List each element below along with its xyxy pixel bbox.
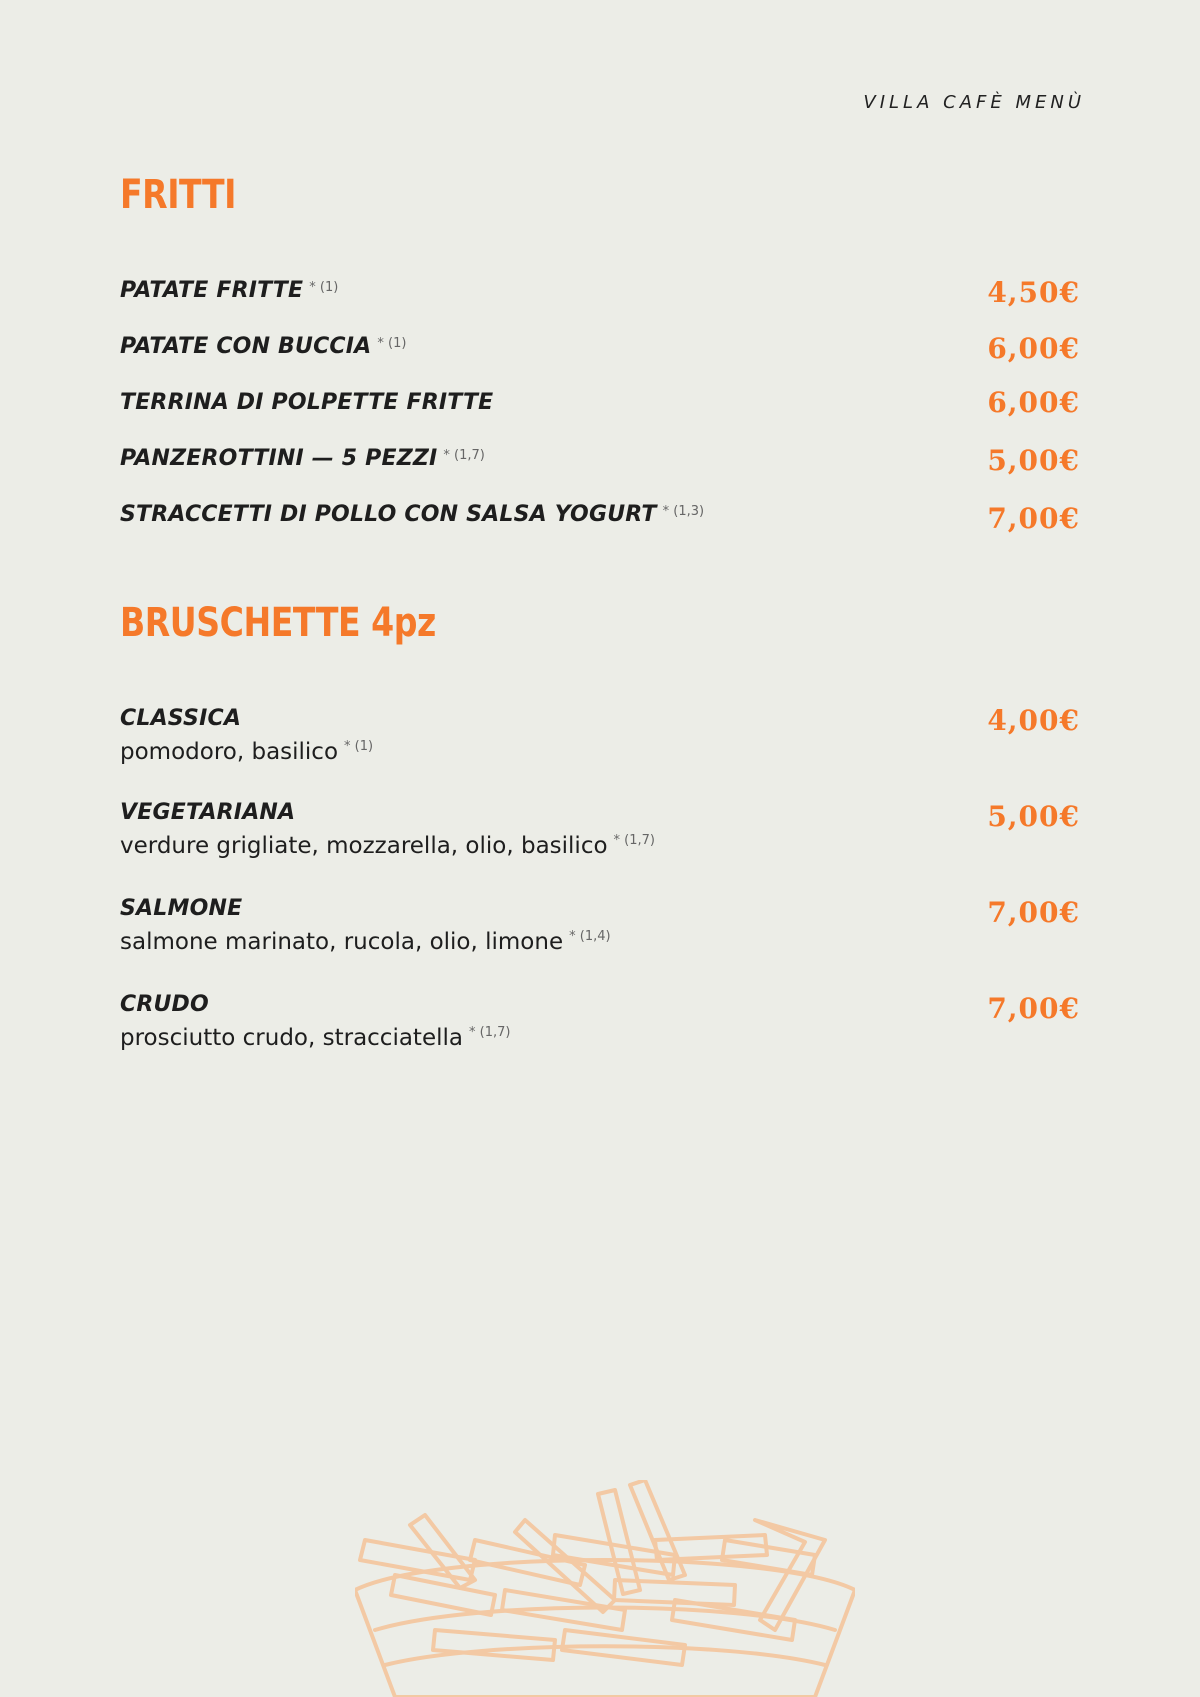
- menu-item: [120, 502, 1080, 535]
- item-price: 7,00€: [987, 896, 1080, 929]
- menu-brand-header: VILLA CAFÈ MENÙ: [863, 92, 1085, 113]
- menu-item: [120, 706, 1080, 765]
- allergen-note: * (1,7): [443, 447, 485, 463]
- item-price: 7,00€: [987, 992, 1080, 1025]
- allergen-note: * (1): [309, 279, 339, 295]
- menu-item: [120, 386, 1080, 419]
- item-description: salmone marinato, rucola, olio, limone $^{* (1,4)}$: [120, 929, 611, 955]
- item-description: verdure grigliate, mozzarella, olio, basilico $^{* (1,7)}$: [120, 833, 655, 859]
- allergen-note: * (1,3): [662, 503, 705, 519]
- item-price: 5,00€: [987, 444, 1080, 477]
- item-description: prosciutto crudo, stracciatella $^{* (1,7)}$: [120, 1025, 511, 1051]
- menu-item: [120, 896, 1080, 955]
- item-price: 5,00€: [987, 800, 1080, 833]
- item-name: VEGETARIANA: [120, 800, 296, 825]
- item-price: 4,00€: [987, 704, 1080, 737]
- fries-illustration-icon: [355, 1480, 855, 1697]
- allergen-note: * (1): [344, 739, 374, 755]
- allergen-note: * (1,4): [569, 929, 611, 945]
- item-price: 7,00€: [987, 502, 1080, 535]
- item-name: TERRINA DI POLPETTE FRITTE: [120, 390, 494, 415]
- allergen-note: * (1,7): [468, 1025, 511, 1041]
- menu-item: [120, 444, 1080, 477]
- item-name: CRUDO: [120, 992, 209, 1017]
- allergen-note: * (1,7): [613, 833, 655, 849]
- item-name: PANZEROTTINI — 5 PEZZI: [120, 446, 438, 471]
- item-price: 6,00€: [987, 386, 1080, 419]
- item-name: STRACCETTI DI POLLO CON SALSA YOGURT: [120, 502, 657, 527]
- section-title-bruschette: BRUSCHETTE 4pz: [120, 600, 436, 646]
- item-price: 4,50€: [987, 276, 1080, 309]
- section-title-fritti: FRITTI: [120, 172, 237, 218]
- item-name: PATATE CON BUCCIA: [120, 334, 372, 359]
- item-name: SALMONE: [120, 896, 243, 921]
- item-price: 6,00€: [987, 332, 1080, 365]
- menu-item: [120, 800, 1080, 859]
- menu-item: [120, 992, 1080, 1051]
- menu-item: [120, 276, 1080, 309]
- item-name: CLASSICA: [120, 706, 242, 731]
- allergen-note: * (1): [377, 335, 407, 351]
- item-description: pomodoro, basilico $^{* (1)}$: [120, 739, 374, 765]
- menu-item: [120, 332, 1080, 365]
- item-name: PATATE FRITTE: [120, 278, 304, 303]
